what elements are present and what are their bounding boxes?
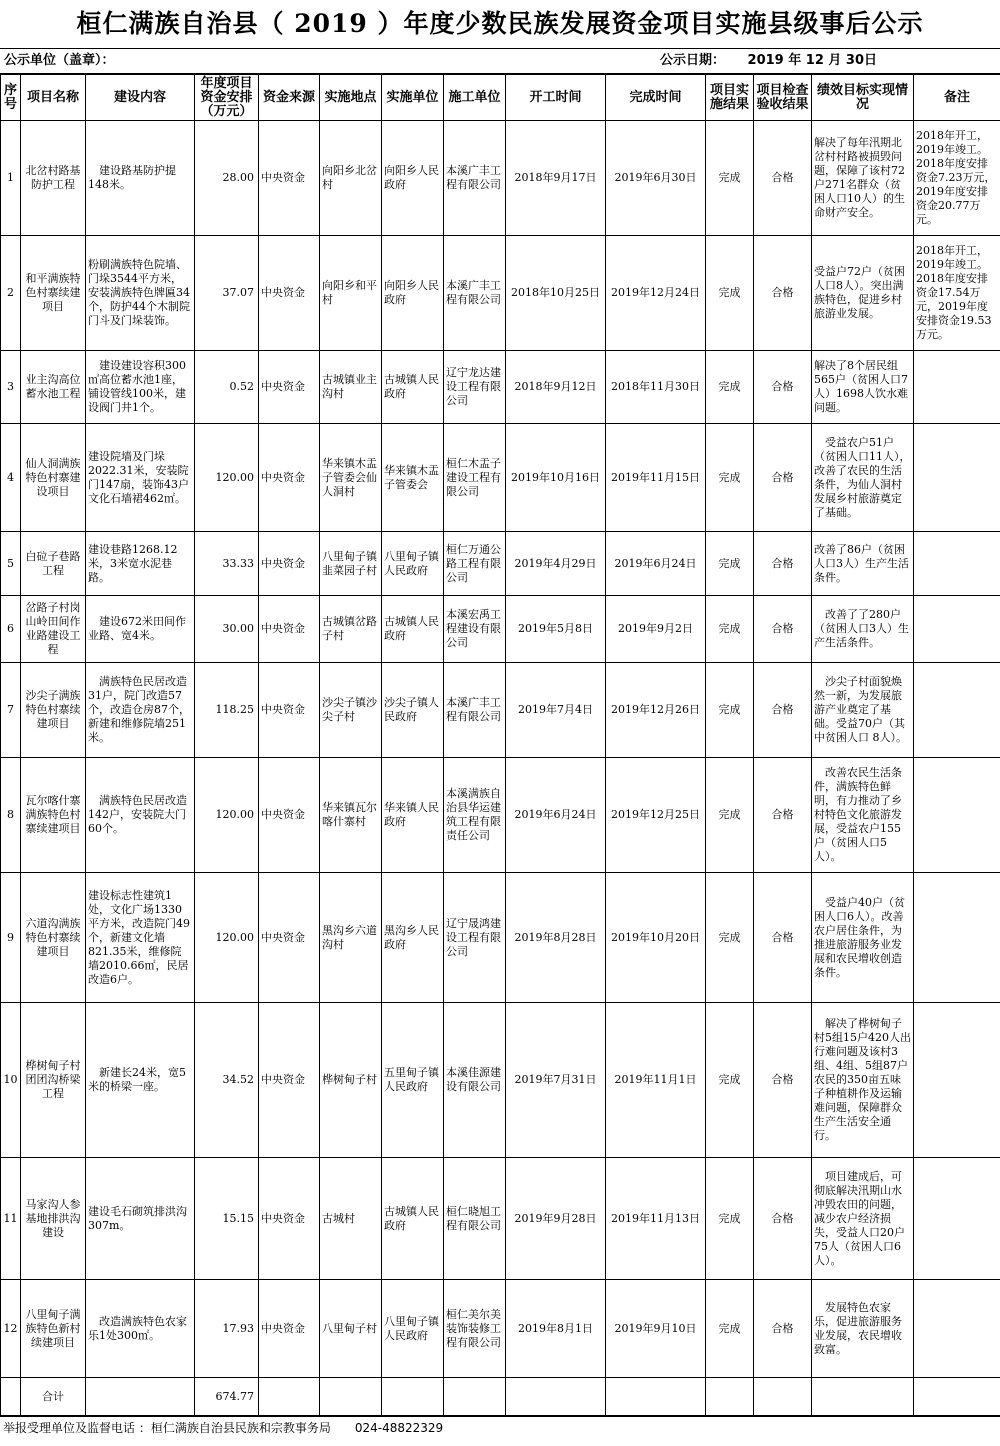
end-date: 2019年10月20日 [606, 873, 706, 1003]
fund-amount: 33.33 [195, 532, 259, 596]
col-header: 开工时间 [506, 75, 606, 121]
col-header: 年度项目资金安排（万元） [195, 75, 259, 121]
table-row [1, 351, 1000, 424]
build-content: 建设路基防护提148米。 [86, 121, 195, 236]
publish-date [660, 49, 1000, 73]
performance: 受益农户51户（贫困人口11人），改善了农民的生活条件，为仙人洞村发展乡村旅游奠定了基础。 [812, 424, 914, 532]
date-label: 公示日期： [660, 53, 726, 68]
build-content: 满族特色民居改造142户，安装院大门60个。 [86, 758, 195, 873]
report-contact: 举报受理单位及监督电话 ：桓仁满族自治县民族和宗教事务局 [3, 1421, 331, 1435]
fund-amount: 30.00 [195, 596, 259, 663]
performance: 改善农民生活条件，满族特色鲜明，有力推动了乡村特色文化旅游发展，受益农户155户（贫困人口5人）。 [812, 758, 914, 873]
total-amount: 674.77 [195, 1378, 259, 1416]
check-result: 合格 [754, 236, 812, 351]
remark [914, 532, 1000, 596]
location: 沙尖子镇沙尖子村 [320, 663, 382, 758]
end-date: 2019年12月25日 [606, 758, 706, 873]
fund-source: 中央资金 [259, 663, 320, 758]
implementer: 古城镇人民政府 [382, 1158, 444, 1280]
check-result: 合格 [754, 121, 812, 236]
contractor: 本溪宏禹工程建设有限公司 [444, 596, 506, 663]
implementer: 向阳乡人民政府 [382, 121, 444, 236]
contractor: 本溪广丰工程有限公司 [444, 663, 506, 758]
row-number: 8 [1, 758, 21, 873]
project-name: 白砬子巷路工程 [21, 532, 86, 596]
report-phone: 024-48822329 [354, 1421, 444, 1435]
row-number: 10 [1, 1003, 21, 1158]
table-row [1, 596, 1000, 663]
location: 八里甸子村 [320, 1280, 382, 1378]
end-date: 2018年11月30日 [606, 351, 706, 424]
row-number: 5 [1, 532, 21, 596]
performance: 改善了了280户（贫困人口3人）生产生活条件。 [812, 596, 914, 663]
start-date: 2018年9月12日 [506, 351, 606, 424]
implementer: 华来镇木盂子管委会 [382, 424, 444, 532]
fund-source: 中央资金 [259, 532, 320, 596]
start-date: 2019年7月31日 [506, 1003, 606, 1158]
start-date: 2018年10月25日 [506, 236, 606, 351]
check-result: 合格 [754, 1280, 812, 1378]
fund-amount: 17.93 [195, 1280, 259, 1378]
project-name: 沙尖子满族特色村寨续建项目 [21, 663, 86, 758]
remark [914, 596, 1000, 663]
row-number: 7 [1, 663, 21, 758]
impl-result: 完成 [706, 1158, 754, 1280]
project-name: 仙人洞满族特色村寨建设项目 [21, 424, 86, 532]
end-date: 2019年12月24日 [606, 236, 706, 351]
table-row [1, 1003, 1000, 1158]
contractor: 辽宁晟鸿建设工程有限公司 [444, 873, 506, 1003]
fund-amount: 120.00 [195, 758, 259, 873]
remark [914, 424, 1000, 532]
remark: 2018年开工，2019年竣工。2018年度安排资金7.23万元，2019年度安排资金20.77万元。 [914, 121, 1000, 236]
col-header: 项目检查验收结果 [754, 75, 812, 121]
impl-result: 完成 [706, 236, 754, 351]
performance: 改善了86户（贫困人口3人）生产生活条件。 [812, 532, 914, 596]
build-content: 粉刷满族特色院墙、门垛3544平方米，安装满族特色牌匾34个，防护44个木制院门斗及门垛装饰。 [86, 236, 195, 351]
table-row [1, 873, 1000, 1003]
fund-amount: 28.00 [195, 121, 259, 236]
end-date: 2019年9月2日 [606, 596, 706, 663]
check-result: 合格 [754, 663, 812, 758]
col-header: 完成时间 [606, 75, 706, 121]
location: 向阳乡和平村 [320, 236, 382, 351]
performance: 解决了8个居民组565户（贫困人口7人）1698人饮水难问题。 [812, 351, 914, 424]
build-content: 满族特色民居改造31户，院门改造57个，改造仓房87个，新建和维修院墙251米。 [86, 663, 195, 758]
remark [914, 873, 1000, 1003]
row-number: 1 [1, 121, 21, 236]
fund-amount: 0.52 [195, 351, 259, 424]
contractor: 本溪佳源建设有限公司 [444, 1003, 506, 1158]
remark [914, 1003, 1000, 1158]
fund-amount: 118.25 [195, 663, 259, 758]
check-result: 合格 [754, 758, 812, 873]
contractor: 本溪广丰工程有限公司 [444, 121, 506, 236]
col-header: 资金来源 [259, 75, 320, 121]
implementer: 向阳乡人民政府 [382, 236, 444, 351]
col-header: 序号 [1, 75, 21, 121]
fund-source: 中央资金 [259, 596, 320, 663]
implementer: 八里甸子镇人民政府 [382, 532, 444, 596]
table-row [1, 121, 1000, 236]
fund-source: 中央资金 [259, 121, 320, 236]
project-name: 桦树甸子村团团沟桥梁工程 [21, 1003, 86, 1158]
col-header: 备注 [914, 75, 1000, 121]
implementer: 华来镇人民政府 [382, 758, 444, 873]
location: 古城镇岔路子村 [320, 596, 382, 663]
location: 华来镇瓦尔喀什寨村 [320, 758, 382, 873]
contractor: 桓仁晓旭工程有限公司 [444, 1158, 506, 1280]
fund-source: 中央资金 [259, 351, 320, 424]
remark [914, 1158, 1000, 1280]
contractor: 本溪满族自治县华运建筑工程有限责任公司 [444, 758, 506, 873]
fund-source: 中央资金 [259, 758, 320, 873]
fund-source: 中央资金 [259, 1003, 320, 1158]
remark: 2018年开工，2019年竣工。2018年度安排资金17.54万元，2019年度安排资金19.53万元。 [914, 236, 1000, 351]
total-row [1, 1378, 1000, 1416]
start-date: 2019年7月4日 [506, 663, 606, 758]
build-content: 建设巷路1268.12米，3米宽水泥巷路。 [86, 532, 195, 596]
performance: 解决了每年汛期北岔村村路被损毁问题，保障了该村72户271名群众（贫困人口10人）的生命财产安全。 [812, 121, 914, 236]
end-date: 2019年11月13日 [606, 1158, 706, 1280]
location: 桦树甸子村 [320, 1003, 382, 1158]
check-result: 合格 [754, 596, 812, 663]
fund-amount: 15.15 [195, 1158, 259, 1280]
project-name: 和平满族特色村寨续建项目 [21, 236, 86, 351]
impl-result: 完成 [706, 596, 754, 663]
table-row [1, 236, 1000, 351]
start-date: 2018年9月17日 [506, 121, 606, 236]
implementer: 黑沟乡人民政府 [382, 873, 444, 1003]
col-header: 实施单位 [382, 75, 444, 121]
check-result: 合格 [754, 873, 812, 1003]
table-row [1, 1158, 1000, 1280]
remark [914, 1280, 1000, 1378]
start-date: 2019年9月28日 [506, 1158, 606, 1280]
fund-source: 中央资金 [259, 873, 320, 1003]
table-row [1, 1280, 1000, 1378]
build-content: 建设建设容积300㎥高位蓄水池1座，铺设管线100米，建设阀门井1个。 [86, 351, 195, 424]
implementer: 五里甸子镇人民政府 [382, 1003, 444, 1158]
page-title: 桓仁满族自治县（ 2019 ）年度少数民族发展资金项目实施县级事后公示 [0, 0, 1000, 49]
project-name: 业主沟高位蓄水池工程 [21, 351, 86, 424]
publisher-label: 公示单位（盖章）： [4, 53, 115, 68]
implementer: 古城镇人民政府 [382, 351, 444, 424]
remark [914, 351, 1000, 424]
fund-amount: 37.07 [195, 236, 259, 351]
impl-result: 完成 [706, 1003, 754, 1158]
col-header: 项目名称 [21, 75, 86, 121]
end-date: 2019年11月1日 [606, 1003, 706, 1158]
end-date: 2019年11月15日 [606, 424, 706, 532]
location: 华来镇木盂子管委会仙人洞村 [320, 424, 382, 532]
end-date: 2019年9月10日 [606, 1280, 706, 1378]
impl-result: 完成 [706, 424, 754, 532]
location: 八里甸子镇韭菜园子村 [320, 532, 382, 596]
location: 古城镇业主沟村 [320, 351, 382, 424]
date-value: 2019 年 12 月 30日 [747, 53, 878, 68]
start-date: 2019年5月8日 [506, 596, 606, 663]
impl-result: 完成 [706, 873, 754, 1003]
fund-source: 中央资金 [259, 424, 320, 532]
contractor: 辽宁龙达建设工程有限公司 [444, 351, 506, 424]
impl-result: 完成 [706, 351, 754, 424]
performance: 受益户72户（贫困人口8人）。突出满族特色，促进乡村旅游业发展。 [812, 236, 914, 351]
row-number: 2 [1, 236, 21, 351]
implementer: 沙尖子镇人民政府 [382, 663, 444, 758]
performance: 项目建成后，可彻底解决汛期山水冲毁农田的问题，减少农户经济损失，受益人口20户75人（贫困人口6人）。 [812, 1158, 914, 1280]
table-row [1, 532, 1000, 596]
impl-result: 完成 [706, 121, 754, 236]
impl-result: 完成 [706, 532, 754, 596]
performance: 发展特色农家乐，促进旅游服务业发展，农民增收致富。 [812, 1280, 914, 1378]
performance: 解决了桦树甸子村5组15户420人出行难问题及该村3组、4组、5组87户农民的350亩五味子种植耕作及运输难问题，保障群众生产生活安全通行。 [812, 1003, 914, 1158]
col-header: 建设内容 [86, 75, 195, 121]
project-name: 瓦尔喀什寨满族特色村寨续建项目 [21, 758, 86, 873]
check-result: 合格 [754, 1003, 812, 1158]
fund-source: 中央资金 [259, 1280, 320, 1378]
project-name: 岔路子村岗山岭田间作业路建设工程 [21, 596, 86, 663]
fund-amount: 120.00 [195, 873, 259, 1003]
project-name: 北岔村路基防护工程 [21, 121, 86, 236]
project-name: 六道沟满族特色村寨续建项目 [21, 873, 86, 1003]
performance: 受益户40户（贫困人口6人）。改善农户居住条件，为推进旅游服务业发展和农民增收创造条件。 [812, 873, 914, 1003]
build-content: 建设毛石砌筑排洪沟307m。 [86, 1158, 195, 1280]
row-number: 4 [1, 424, 21, 532]
row-number: 6 [1, 596, 21, 663]
contractor: 桓仁美尔美装饰装修工程有限公司 [444, 1280, 506, 1378]
contractor: 桓仁万通公路工程有限公司 [444, 532, 506, 596]
start-date: 2019年4月29日 [506, 532, 606, 596]
remark [914, 758, 1000, 873]
row-number: 11 [1, 1158, 21, 1280]
table-row [1, 758, 1000, 873]
build-content: 改造满族特色农家乐1处300㎡。 [86, 1280, 195, 1378]
total-label: 合计 [21, 1378, 86, 1416]
project-name: 八里甸子满族特色新村续建项目 [21, 1280, 86, 1378]
fund-amount: 34.52 [195, 1003, 259, 1158]
start-date: 2019年10月16日 [506, 424, 606, 532]
report-footer [0, 1416, 1000, 1439]
implementer: 古城镇人民政府 [382, 596, 444, 663]
project-table [0, 74, 1000, 1416]
row-number: 3 [1, 351, 21, 424]
check-result: 合格 [754, 1158, 812, 1280]
build-content: 建设672米田间作业路、宽4米。 [86, 596, 195, 663]
end-date: 2019年6月24日 [606, 532, 706, 596]
location: 向阳乡北岔村 [320, 121, 382, 236]
impl-result: 完成 [706, 758, 754, 873]
build-content: 建设标志性建筑1处，文化广场1330平方米，改造院门49个，新建文化墙821.35米，维修院墙2010.66㎡，民居改造6户。 [86, 873, 195, 1003]
impl-result: 完成 [706, 1280, 754, 1378]
location: 古城村 [320, 1158, 382, 1280]
fund-source: 中央资金 [259, 1158, 320, 1280]
implementer: 八里甸子镇人民政府 [382, 1280, 444, 1378]
build-content: 新建长24米，宽5米的桥梁一座。 [86, 1003, 195, 1158]
location: 黑沟乡六道沟村 [320, 873, 382, 1003]
check-result: 合格 [754, 351, 812, 424]
check-result: 合格 [754, 532, 812, 596]
col-header: 项目实施结果 [706, 75, 754, 121]
contractor: 桓仁木盂子建设工程有限公司 [444, 424, 506, 532]
start-date: 2019年8月28日 [506, 873, 606, 1003]
table-row [1, 424, 1000, 532]
impl-result: 完成 [706, 663, 754, 758]
col-header: 实施地点 [320, 75, 382, 121]
row-number: 12 [1, 1280, 21, 1378]
project-name: 马家沟人参基地排洪沟建设 [21, 1158, 86, 1280]
start-date: 2019年6月24日 [506, 758, 606, 873]
fund-source: 中央资金 [259, 236, 320, 351]
fund-amount: 120.00 [195, 424, 259, 532]
check-result: 合格 [754, 424, 812, 532]
remark [914, 663, 1000, 758]
end-date: 2019年12月26日 [606, 663, 706, 758]
start-date: 2019年8月1日 [506, 1280, 606, 1378]
header-row [1, 75, 1000, 121]
meta-bar [0, 49, 1000, 74]
table-row [1, 663, 1000, 758]
col-header: 绩效目标实现情况 [812, 75, 914, 121]
row-number: 9 [1, 873, 21, 1003]
end-date: 2019年6月30日 [606, 121, 706, 236]
col-header: 施工单位 [444, 75, 506, 121]
contractor: 本溪广丰工程有限公司 [444, 236, 506, 351]
build-content: 建设院墙及门垛2022.31米，安装院门147扇，装饰43户文化石墙裙462㎡。 [86, 424, 195, 532]
performance: 沙尖子村面貌焕然一新，为发展旅游产业奠定了基础。受益70户（其中贫困人口 8人）。 [812, 663, 914, 758]
